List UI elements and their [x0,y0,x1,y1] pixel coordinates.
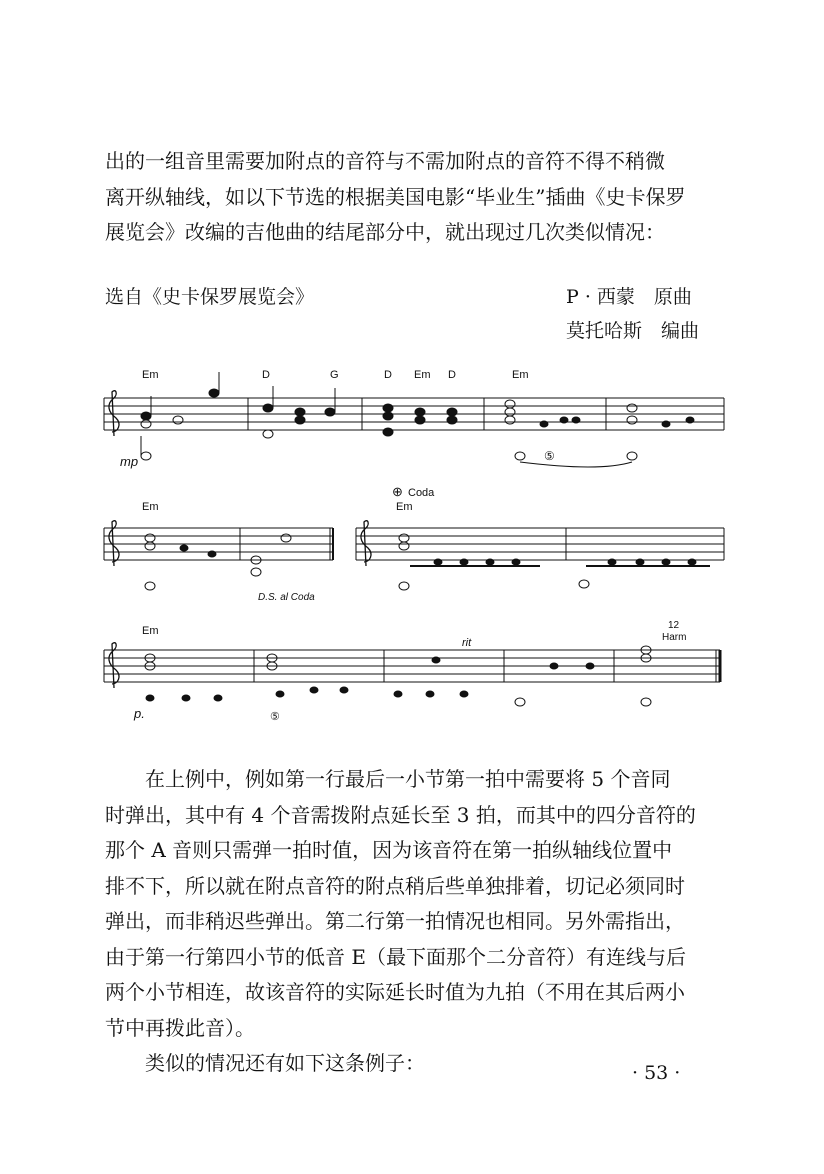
chord-label: Em [142,625,159,637]
body-line: 在上例中，例如第一行最后一小节第一拍中需要将 5 个音同 [105,767,671,791]
dynamic-mark: p. [134,706,145,721]
composer-credit: P · 西蒙 原曲 [566,286,692,308]
body-line: 弹出，而非稍迟些弹出。第二行第一拍情况也相同。另外需指出， [105,909,685,933]
body-line: 排不下，所以就在附点音符的附点稍后些单独排着，切记必须同时 [105,873,685,898]
string-number: ⑤ [270,711,280,723]
ritardando-mark: rit [462,637,472,649]
chord-label: D [448,369,456,381]
notes-row-1 [141,372,694,467]
chord-label: G [330,369,339,381]
coda-label: Coda [408,487,435,499]
chord-label: Em [396,501,413,513]
harmonic-label: Harm [662,632,687,643]
staff-row-2 [104,528,724,560]
chord-label: Em [142,501,159,513]
harmonic-fret: 12 [668,620,680,631]
body-line: 两个小节相连，故该音符的实际延长时值为九拍（不用在其后两小 [105,980,685,1004]
intro-line: 离开纵轴线，如以下节选的根据美国电影“毕业生”插曲《史卡保罗 [105,184,686,209]
chord-label: Em [512,369,529,381]
string-number: ⑤ [544,449,555,463]
staff-row-1 [104,398,724,430]
arranger-credit: 莫托哈斯 编曲 [566,320,700,342]
staff-row-3 [104,650,720,682]
chord-label: D [262,369,270,381]
chord-label: Em [414,369,431,381]
body-line: 节中再拨此音）。 [105,1015,255,1040]
body-line: 那个 A 音则只需弹一拍时值，因为该音符在第一拍纵轴线位置中 [105,838,673,862]
page-number: · 53 · [632,1062,681,1084]
intro-line: 展览会》改编的吉他曲的结尾部分中，就出现过几次类似情况： [105,220,665,244]
notes-row-3 [145,646,651,706]
dynamic-mark: mp [120,454,139,469]
ds-al-coda: D.S. al Coda [258,592,315,603]
intro-line: 出的一组音里需要加附点的音符与不需加附点的音符不得不稍微 [105,149,665,173]
body-line: 类似的情况还有如下这条例子： [105,1051,425,1075]
example-source: 选自《史卡保罗展览会》 [105,286,315,308]
chord-label: Em [142,369,159,381]
body-line: 由于第一行第四小节的低音 E（最下面那个二分音符）有连线与后 [105,944,686,969]
coda-sign-icon: ⊕ [392,484,403,499]
chord-label: D [384,369,392,381]
notes-row-2 [145,534,710,590]
body-line: 时弹出，其中有 4 个音需拨附点延长至 3 拍，而其中的四分音符的 [105,802,696,827]
body-paragraph [105,762,717,1082]
